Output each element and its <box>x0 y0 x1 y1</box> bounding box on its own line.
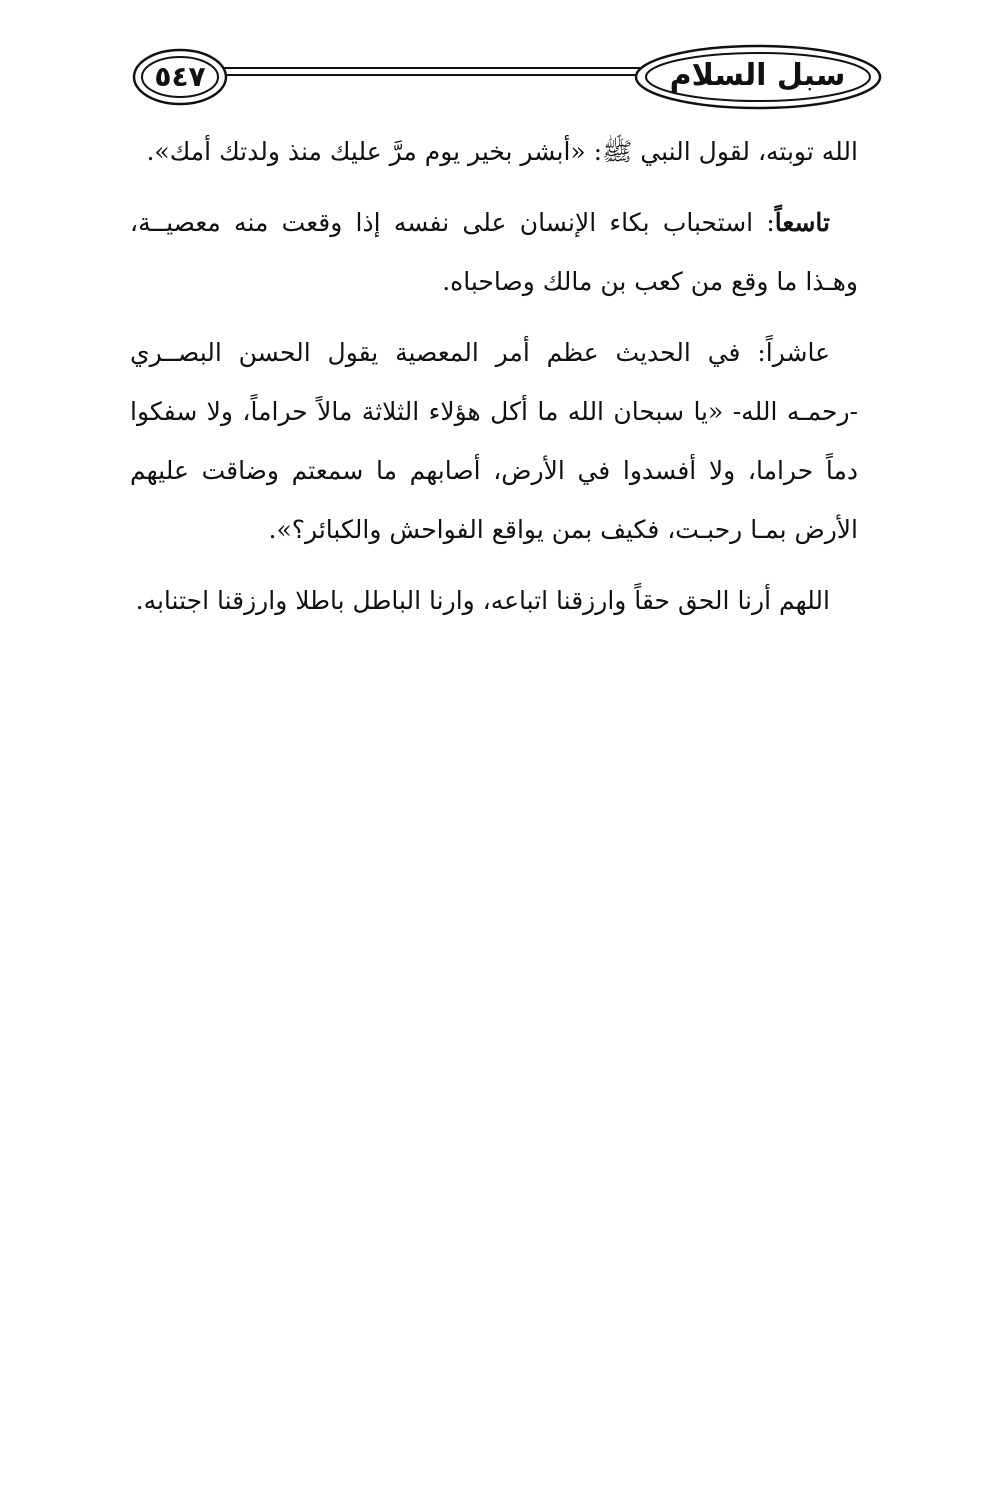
paragraph-2 <box>130 193 858 311</box>
paragraph-4 <box>130 571 858 630</box>
paragraph-1 <box>130 122 858 181</box>
page-number: ٥٤٧ <box>154 60 206 93</box>
paragraph-2-lead: تاسعاً <box>774 208 830 237</box>
book-title: سبل السلام <box>669 58 846 93</box>
paragraph-1-text: الله توبته، لقول النبي ﷺ: «أبشر بخير يوم مرَّ عليك منذ ولدتك أمك». <box>146 137 858 166</box>
paragraph-4-text: اللهم أرنا الحق حقاً وارزقنا اتباعه، وارنا الباطل باطلا وارزقنا اجتنابه. <box>135 586 830 615</box>
paragraph-2-text: : استحباب بكاء الإنسان على نفسه إذا وقعت منه معصيــة، وهـذا ما وقع من كعب بن مالك وصاحباه. <box>130 208 858 296</box>
paragraph-3-text: عاشراً: في الحديث عظم أمر المعصية يقول الحسن البصــري -رحمـه الله- «يا سبحان الله ما أكل هؤلاء الثلاثة مالاً حراماً، ولا سفكوا دماً حراما، ولا أفسدوا في الأرض، أصابهم ما سمعتم وضاقت عليهم الأرض بمـا رحبـت، فكيف بمن يواقع الفواحش والكبائر؟». <box>130 338 858 544</box>
page-body <box>130 122 858 642</box>
paragraph-3 <box>130 323 858 559</box>
page-header <box>0 0 984 120</box>
